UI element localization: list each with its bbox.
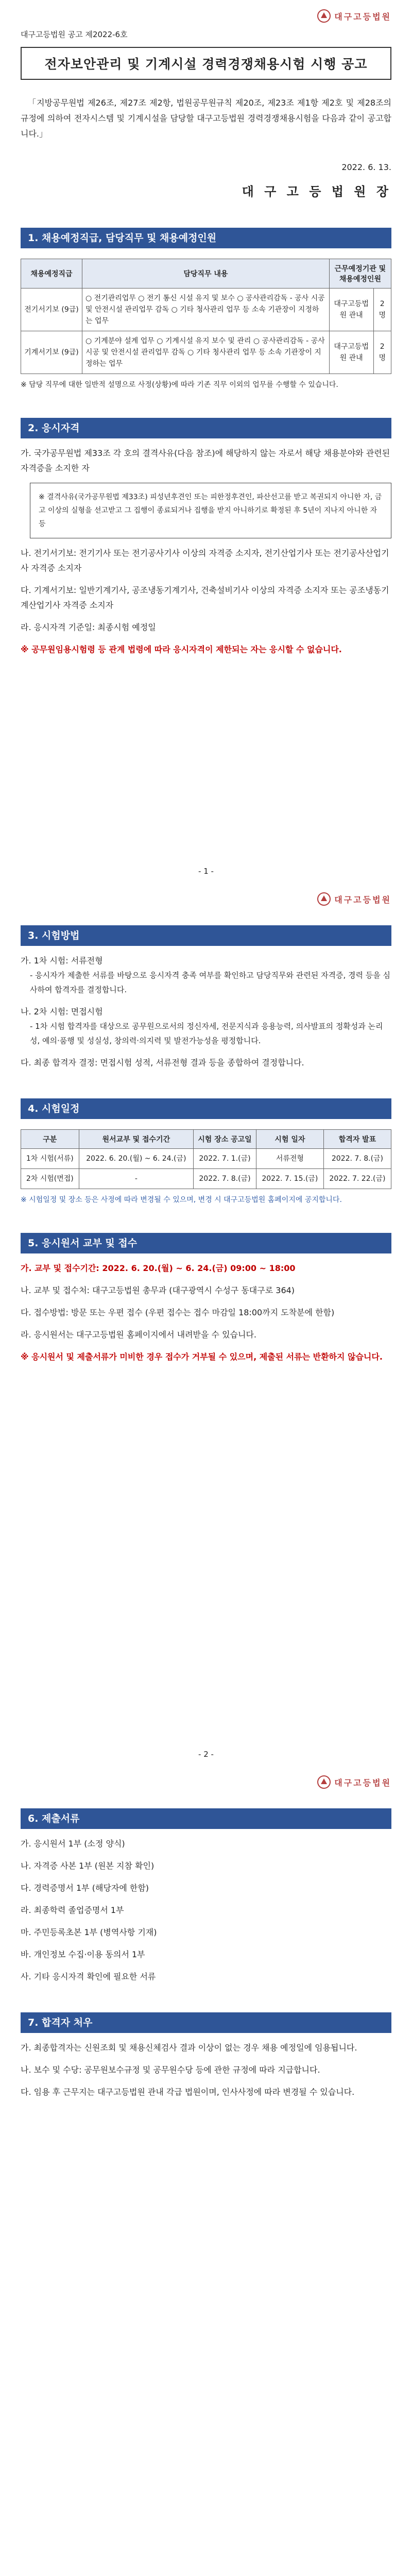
header-logo: [21, 5, 391, 27]
method-p5: 다. 최종 합격자 결정: 면접시험 성적, 서류전형 결과 등을 종합하여 결정합니다.: [21, 1058, 304, 1067]
doc-item: 마. 주민등록초본 1부 (병역사항 기재): [21, 1927, 157, 1937]
method-p3: 나. 2차 시험: 면접시험: [21, 1007, 103, 1016]
notice-number: 대구고등법원 공고 제2022-6호: [21, 30, 128, 39]
schedule-note: ※ 시험일정 및 장소 등은 사정에 따라 변경될 수 있으며, 변경 시 대구고등법원 홈페이지에 공지합니다.: [21, 1196, 342, 1204]
th-test: 시험 일자: [256, 1130, 323, 1149]
page-number: - 2 -: [198, 1750, 214, 1759]
cell-result: 2022. 7. 22.(금): [323, 1169, 391, 1189]
benefit-p2: 나. 보수 및 수당: 공무원보수규정 및 공무원수당 등에 관한 규정에 따라 지급합니다.: [21, 2065, 320, 2075]
intro-paragraph: 「지방공무원법 제26조, 제27조 제2항, 법원공무원규칙 제20조, 제23조 제1항 제2호 및 제28조의 규정에 의하여 전자시스템 및 기계시설을 담당할 대구고등법원 경력경쟁채용시험을 다음과 같이 공고합니다.」: [21, 98, 391, 139]
apply-p5: ※ 응시원서 및 제출서류가 미비한 경우 접수가 거부될 수 있으며, 제출된 서류는 반환하지 않습니다.: [21, 1352, 383, 1362]
disqualification-box: ※ 결격사유(국가공무원법 제33조) 피성년후견인 또는 피한정후견인, 파산선고를 받고 복권되지 아니한 자, 금고 이상의 실형을 선고받고 그 집행이 종료되거나 집행을 받지 아니하기로 확정된 후 5년이 지나지 아니한 자 등: [30, 483, 391, 538]
method-p1: 가. 1차 시험: 서류전형: [21, 956, 103, 965]
section-1-header: 1. 채용예정직급, 담당직무 및 채용예정인원: [21, 228, 391, 248]
apply-p3: 다. 접수방법: 방문 또는 우편 접수 (우편 접수는 접수 마감일 18:00까지 도착분에 한함): [21, 1308, 335, 1317]
document-title: 전자보안관리 및 기계시설 경력경쟁채용시험 시행 공고: [21, 47, 391, 80]
table-row: [21, 1149, 391, 1169]
page-number: - 1 -: [198, 867, 214, 876]
logo-text: 대구고등법원: [334, 894, 391, 905]
th-apply: 원서교부 및 접수기간: [79, 1130, 193, 1149]
positions-table: [21, 259, 391, 374]
benefit-p1: 가. 최종합격자는 신원조회 및 채용신체검사 결과 이상이 없는 경우 채용 예정일에 임용됩니다.: [21, 2043, 357, 2053]
cell-apply: -: [79, 1169, 193, 1189]
qual-p5: ※ 공무원임용시험령 등 관계 법령에 따라 응시자격이 제한되는 자는 응시할 수 없습니다.: [21, 645, 342, 654]
cell-grade: 기계서기보 (9급): [21, 331, 82, 374]
section-5-header: 5. 응시원서 교부 및 접수: [21, 1233, 391, 1253]
table-note: ※ 담당 직무에 대한 일반적 설명으로 사정(상황)에 따라 기존 직무 이외의 업무를 수행할 수 있습니다.: [21, 381, 338, 389]
doc-item: 사. 기타 응시자격 확인에 필요한 서류: [21, 1972, 156, 1981]
cell-duties: ○ 전기관리업무 ○ 전기 통신 시설 유지 및 보수 ○ 공사관리감독 - 공사 시공 및 안전시설 관리업무 감독 ○ 기타 청사관리 업무 등 소속 기관장이 지정하는 업무: [82, 289, 330, 331]
cell-org: 대구고등법원 관내: [329, 289, 373, 331]
qual-p1: 가. 국가공무원법 제33조 각 호의 결격사유(다음 참조)에 해당하지 않는 자로서 해당 채용분야와 관련된 자격증을 소지한 자: [21, 448, 390, 473]
th-type: 구분: [21, 1130, 79, 1149]
table-row: [21, 289, 391, 331]
doc-item: 라. 최종학력 졸업증명서 1부: [21, 1905, 124, 1915]
cell-type: 1차 시험(서류): [21, 1149, 79, 1169]
th-duties: 담당직무 내용: [82, 259, 330, 289]
cell-result: 2022. 7. 8.(금): [323, 1149, 391, 1169]
cell-notice: 2022. 7. 1.(금): [194, 1149, 256, 1169]
th-grade: 채용예정직급: [21, 259, 82, 289]
apply-p2: 나. 교부 및 접수처: 대구고등법원 총무과 (대구광역시 수성구 동대구로 364): [21, 1285, 295, 1295]
benefit-p3: 다. 임용 후 근무지는 대구고등법원 관내 각급 법원이며, 인사사정에 따라 변경될 수 있습니다.: [21, 2087, 355, 2097]
section-4-header: 4. 시험일정: [21, 1098, 391, 1119]
doc-item: 가. 응시원서 1부 (소정 양식): [21, 1839, 125, 1849]
doc-item: 바. 개인정보 수집·이용 동의서 1부: [21, 1950, 145, 1959]
doc-item: 다. 경력증명서 1부 (해당자에 한함): [21, 1883, 149, 1893]
doc-item: 나. 자격증 사본 1부 (원본 지참 확인): [21, 1861, 154, 1871]
apply-p1: 가. 교부 및 접수기간: 2022. 6. 20.(월) ~ 6. 24.(금) 09:00 ~ 18:00: [21, 1263, 296, 1273]
qual-p2: 나. 전기서기보: 전기기사 또는 전기공사기사 이상의 자격증 소지자, 전기산업기사 또는 전기공사산업기사 자격증 소지자: [21, 548, 389, 573]
court-emblem-icon: [317, 892, 331, 906]
logo-text: 대구고등법원: [334, 1777, 391, 1788]
apply-p4: 라. 응시원서는 대구고등법원 홈페이지에서 내려받을 수 있습니다.: [21, 1330, 257, 1340]
cell-grade: 전기서기보 (9급): [21, 289, 82, 331]
court-emblem-icon: [317, 9, 331, 23]
announcement-date: 2022. 6. 13.: [341, 162, 391, 172]
table-row: [21, 1169, 391, 1189]
section-3-header: 3. 시험방법: [21, 925, 391, 946]
th-result: 합격자 발표: [323, 1130, 391, 1149]
cell-type: 2차 시험(면접): [21, 1169, 79, 1189]
qual-p4: 라. 응시자격 기준일: 최종시험 예정일: [21, 622, 156, 632]
method-p2: - 응시자가 제출한 서류를 바탕으로 응시자격 충족 여부를 확인하고 담당직무와 관련된 자격증, 경력 등을 심사하여 합격자를 결정합니다.: [30, 971, 391, 994]
cell-apply: 2022. 6. 20.(월) ~ 6. 24.(금): [79, 1149, 193, 1169]
page-1: [0, 0, 412, 883]
court-emblem-icon: [317, 1775, 331, 1789]
qual-p3: 다. 기계서기보: 일반기계기사, 공조냉동기계기사, 건축설비기사 이상의 자격증 소지자 또는 공조냉동기계산업기사 자격증 소지자: [21, 585, 389, 610]
method-p4: - 1차 시험 합격자를 대상으로 공무원으로서의 정신자세, 전문지식과 응용능력, 의사발표의 정확성과 논리성, 예의·품행 및 성실성, 창의력·의지력 및 발전가능성을 평정합니다.: [30, 1022, 383, 1045]
page-3: [0, 1766, 412, 2576]
cell-count: 2명: [373, 331, 391, 374]
section-6-header: 6. 제출서류: [21, 1808, 391, 1829]
th-org: 근무예정기관 및 채용예정인원: [329, 259, 391, 289]
header-logo: [21, 1771, 391, 1793]
section-7-header: 7. 합격자 처우: [21, 2012, 391, 2033]
logo-text: 대구고등법원: [334, 11, 391, 22]
schedule-table: [21, 1129, 391, 1189]
cell-duties: ○ 기계분야 설계 업무 ○ 기계시설 유지 보수 및 관리 ○ 공사관리감독 - 공사 시공 및 안전시설 관리업무 감독 ○ 기타 청사관리 업무 등 소속 기관장이 지정하는 업무: [82, 331, 330, 374]
cell-test: 서류전형: [256, 1149, 323, 1169]
cell-test: 2022. 7. 15.(금): [256, 1169, 323, 1189]
cell-notice: 2022. 7. 8.(금): [194, 1169, 256, 1189]
signature: 대 구 고 등 법 원 장: [242, 184, 391, 199]
page-2: [0, 883, 412, 1766]
cell-count: 2명: [373, 289, 391, 331]
th-notice: 시험 장소 공고일: [194, 1130, 256, 1149]
section-2-header: 2. 응시자격: [21, 418, 391, 438]
header-logo: [21, 888, 391, 910]
cell-org: 대구고등법원 관내: [329, 331, 373, 374]
table-row: [21, 331, 391, 374]
